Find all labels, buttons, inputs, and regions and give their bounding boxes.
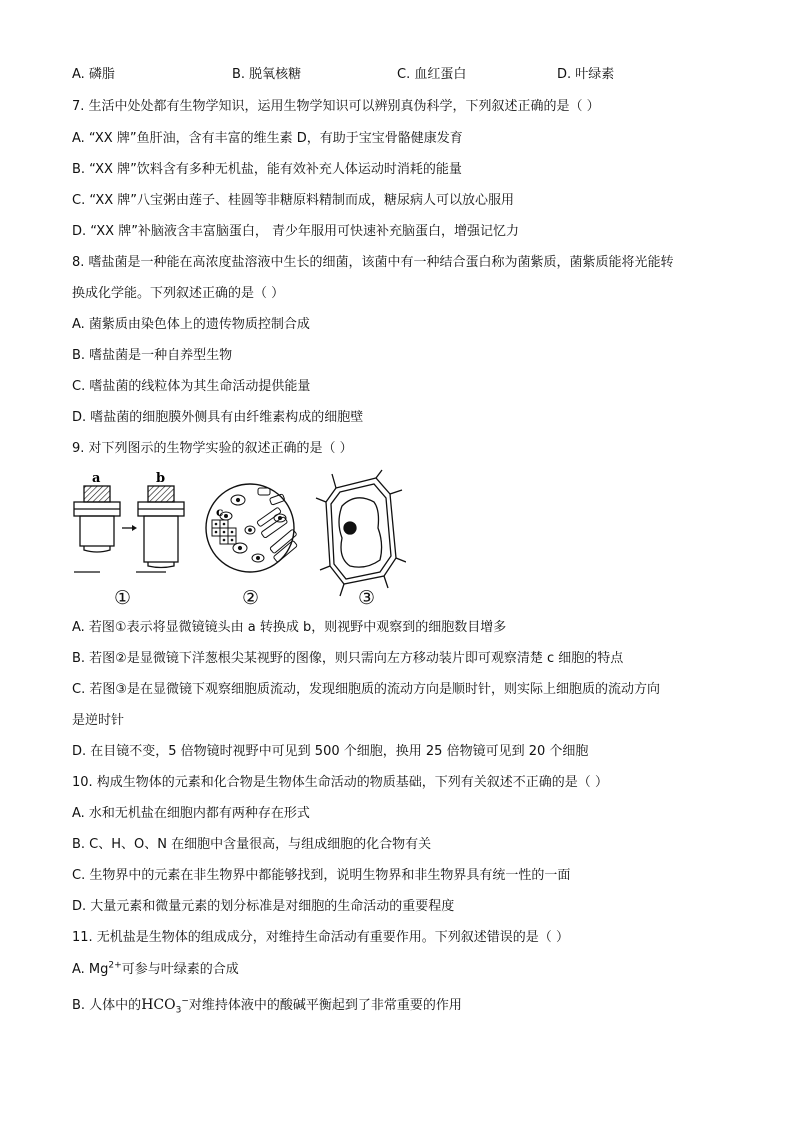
q9-stem: 9. 对下列图示的生物学实验的叙述正确的是（ ）	[72, 441, 353, 456]
q7-option-c: C. “XX 牌”八宝粥由莲子、桂圆等非糖原料精制而成，糖尿病人可以放心服用	[72, 193, 514, 208]
q7-option-b: B. “XX 牌”饮料含有多种无机盐，能有效补充人体运动时消耗的能量	[72, 162, 462, 177]
q11-option-a	[72, 961, 239, 979]
q11-stem: 11. 无机盐是生物体的组成成分，对维持生命活动有重要作用。下列叙述错误的是（ ）	[72, 930, 569, 945]
figure-label-1: ①	[114, 587, 132, 609]
objective-lens-b	[138, 486, 184, 568]
q6-option-a: A. 磷脂	[72, 67, 115, 82]
q10-stem: 10. 构成生物体的元素和化合物是生物体生命活动的物质基础，下列有关叙述不正确的是（ ）	[72, 775, 608, 790]
q9-option-b: B. 若图②是显微镜下洋葱根尖某视野的图像，则只需向左方移动装片即可观察清楚 c 细胞的特点	[72, 651, 624, 666]
q11-a-text: 可参与叶绿素的合成	[121, 962, 239, 977]
q11-a-prefix: A. Mg	[72, 962, 109, 977]
q8-stem-line2: 换成化学能。下列叙述正确的是（ ）	[72, 286, 285, 301]
q6-option-c: C. 血红蛋白	[397, 67, 467, 82]
q7-stem: 7. 生活中处处都有生物学知识，运用生物学知识可以辨别真伪科学，下列叙述正确的是（ ）	[72, 99, 600, 114]
objective-lens-a	[74, 486, 120, 552]
q10-option-c: C. 生物界中的元素在非生物界中都能够找到，说明生物界和非生物界具有统一性的一面	[72, 868, 571, 883]
q6-option-d: D. 叶绿素	[557, 67, 615, 82]
q8-option-b: B. 嗜盐菌是一种自养型生物	[72, 348, 233, 363]
q7-option-d: D. “XX 牌”补脑液含丰富脑蛋白， 青少年服用可快速补充脑蛋白，增强记忆力	[72, 224, 520, 239]
fig-label-c: c	[216, 505, 224, 519]
figure-label-3: ③	[358, 587, 376, 609]
q8-option-a: A. 菌紫质由染色体上的遗传物质控制合成	[72, 317, 310, 332]
q9-option-c-line2: 是逆时针	[72, 713, 125, 728]
q6-options	[0, 66, 794, 84]
plant-cell-diagram	[316, 470, 406, 596]
q9-figures	[66, 466, 406, 616]
q11-b-prefix: B. 人体中的	[72, 998, 142, 1013]
q8-stem-line1: 8. 嗜盐菌是一种能在高浓度盐溶液中生长的细菌，该菌中有一种结合蛋白称为菌紫质，菌紫质能将光能转	[72, 255, 674, 270]
q7-option-a: A. “XX 牌”鱼肝油，含有丰富的维生素 D，有助于宝宝骨骼健康发育	[72, 131, 463, 146]
q8-option-d: D. 嗜盐菌的细胞膜外侧具有由纤维素构成的细胞壁	[72, 410, 364, 425]
q8-option-c: C. 嗜盐菌的线粒体为其生命活动提供能量	[72, 379, 311, 394]
figure-label-2: ②	[242, 587, 260, 609]
q10-option-d: D. 大量元素和微量元素的划分标准是对细胞的生命活动的重要程度	[72, 899, 455, 914]
q9-option-d: D. 在目镜不变，5 倍物镜时视野中可见到 500 个细胞，换用 25 倍物镜可见到 20 个细胞	[72, 744, 589, 759]
fig-label-b: b	[156, 471, 166, 486]
q11-a-superscript: 2+	[108, 960, 122, 971]
q11-b-superscript: −	[181, 996, 189, 1007]
q6-option-b: B. 脱氧核糖	[232, 67, 302, 82]
q11-b-formula: HCO	[141, 997, 176, 1013]
q9-option-a: A. 若图①表示将显微镜镜头由 a 转换成 b，则视野中观察到的细胞数目增多	[72, 620, 507, 635]
q10-option-a: A. 水和无机盐在细胞内都有两种存在形式	[72, 806, 310, 821]
q10-option-b: B. C、H、O、N 在细胞中含量很高，与组成细胞的化合物有关	[72, 837, 432, 852]
q9-option-c-line1: C. 若图③是在显微镜下观察细胞质流动，发现细胞质的流动方向是顺时针，则实际上细胞质的流动方向	[72, 682, 660, 697]
microscope-field-root-tip	[206, 484, 298, 572]
q11-option-b	[72, 996, 462, 1015]
q11-b-text: 对维持体液中的酸碱平衡起到了非常重要的作用	[188, 998, 462, 1013]
fig-label-a: a	[92, 471, 101, 486]
q11-b-subscript: 3	[175, 1005, 182, 1016]
arrow-icon	[122, 525, 137, 531]
